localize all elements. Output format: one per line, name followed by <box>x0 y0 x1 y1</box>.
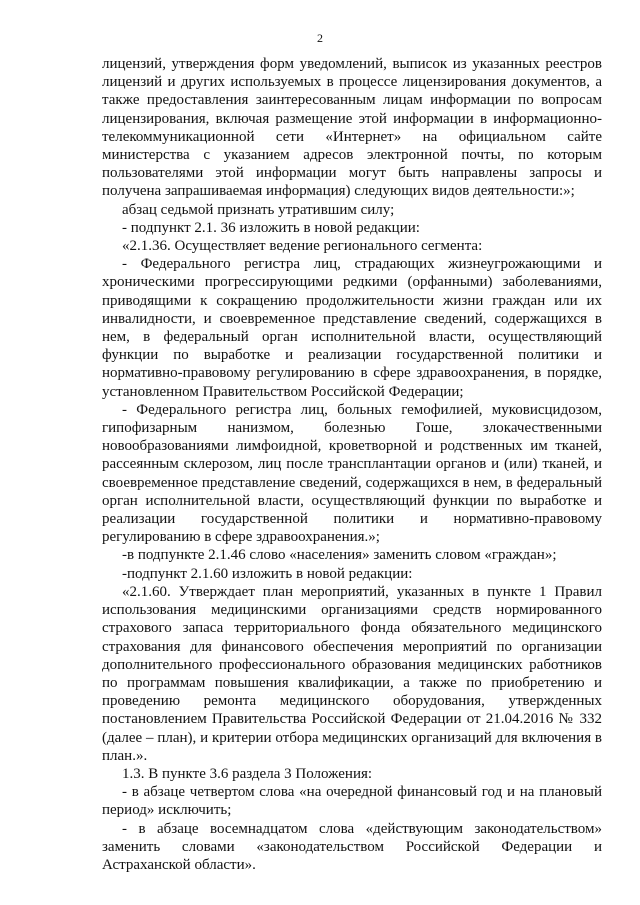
paragraph: «2.1.36. Осуществляет ведение регионального сегмента: <box>122 238 483 255</box>
paragraph: 1.3. В пункте 3.6 раздела 3 Положения: <box>122 765 373 782</box>
paragraph: - Федерального регистра лиц, больных гемофилией, муковисцидозом, гипофизарным нанизмом, болезнью Гоше, злокачественными новообразованиями лимфоидной, кроветворной и родственных им тканей, рассеянным склерозом, лиц после трансплантации органов и (или) тканей, и своевременное представление сведений, содержащихся в нем, в федеральный орган исполнительной власти, осуществляющий функции по выработке и реализации государственной политики и нормативно-правовому регулированию в сфере здравоохранения.»; <box>102 401 602 546</box>
paragraph: - Федерального регистра лиц, страдающих жизнеугрожающими и хроническими прогрессирующими редкими (орфанными) заболеваниями, приводящими к сокращению продолжительности жизни граждан или их инвалидности, и своевременное представление сведений, содержащихся в нем, в федеральный орган исполнительной власти, осуществляющий функции по выработке и реализации государственной политики и нормативно-правовому регулированию в сфере здравоохранения, в порядке, установленном Правительством Российской Федерации; <box>102 256 602 400</box>
paragraph: лицензий, утверждения форм уведомлений, выписок из указанных реестров лицензий и других используемых в процессе лицензирования документов, а также предоставления заинтересованным лицам информации по вопросам лицензирования, включая размещение этой информации в информационно-телекоммуникационной сети «Интернет» на официальном сайте министерства с указанием адресов электронной почты, по которым пользователями этой информации могут быть направлены запросы и получена запрашиваемая информация) следующих видов деятельности:»; <box>102 56 602 200</box>
paragraph: - в абзаце восемнадцатом слова «действующим законодательством» заменить словами «законодательством Российской Федерации и Астраханской области». <box>102 820 602 873</box>
paragraph: - в абзаце четвертом слова «на очередной финансовый год и на плановый период» исключить; <box>102 784 602 819</box>
paragraph: - подпункт 2.1. 36 изложить в новой редакции: <box>122 219 420 236</box>
page-number: 2 <box>317 31 323 45</box>
paragraph: -в подпункте 2.1.46 слово «населения» заменить словом «граждан»; <box>122 547 557 564</box>
paragraph: «2.1.60. Утверждает план мероприятий, указанных в пункте 1 Правил использования медицинскими организациями средств нормированного страхового запаса территориального фонда обязательного медицинского страхования для финансового обеспечения мероприятий по организации дополнительного профессионального образования медицинских работников по программам повышения квалификации, а также по приобретению и проведению ремонта медицинского оборудования, утвержденных постановлением Правительства Российской Федерации от 21.04.2016 № 332 (далее – план), и критерии отбора медицинских организаций для включения в план.». <box>102 583 602 764</box>
document-body <box>102 55 602 874</box>
paragraph: абзац седьмой признать утратившим силу; <box>122 201 395 218</box>
paragraph: -подпункт 2.1.60 изложить в новой редакции: <box>122 565 413 582</box>
